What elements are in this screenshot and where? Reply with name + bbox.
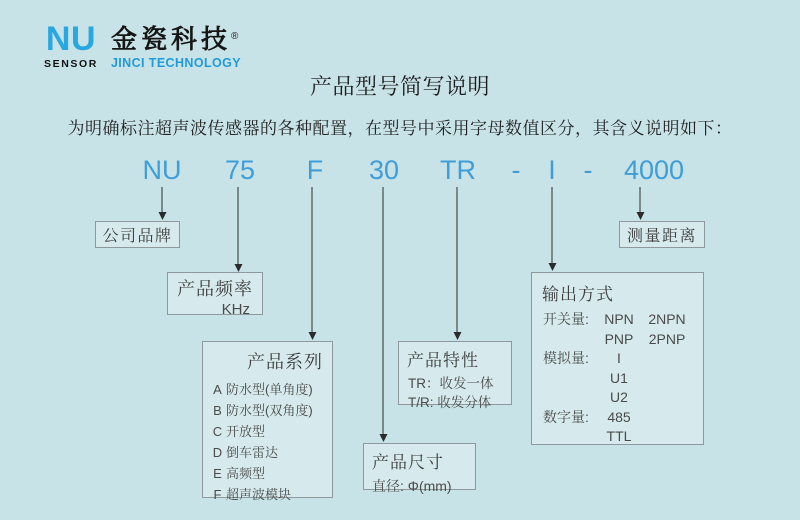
logo-name-block <box>111 25 241 70</box>
page-title: 产品型号简写说明 <box>309 74 490 99</box>
arrow-brand-head <box>158 212 166 220</box>
arrow-feature <box>453 187 462 340</box>
arrow-size <box>379 187 388 442</box>
series-item-label: 开放型 <box>226 424 266 439</box>
output-row <box>532 388 703 408</box>
output-row-value-2 <box>639 349 695 369</box>
output-row-value-1: U2 <box>610 389 628 405</box>
arrow-size-head <box>379 434 387 442</box>
series-item-label: 超声波模块 <box>226 487 292 502</box>
logo-cn-text: 金瓷科技 <box>110 24 231 54</box>
series-item-label: 高频型 <box>226 466 266 481</box>
brand-box-title: 公司品牌 <box>102 228 173 245</box>
brand-box <box>95 221 180 248</box>
arrow-distance-head <box>636 212 644 220</box>
series-item-label: 防水型(单角度) <box>226 382 313 397</box>
series-item <box>203 400 332 421</box>
output-row-label: 开关量: <box>543 311 589 327</box>
series-item-code: B <box>213 403 222 418</box>
feature-item-list <box>399 374 511 412</box>
series-item-label: 防水型(双角度) <box>226 403 313 418</box>
series-item-code: C <box>212 424 223 439</box>
distance-box-title: 测量距离 <box>626 228 697 245</box>
arrow-frequency-line <box>238 187 239 265</box>
code-token-brand: NU <box>142 155 182 185</box>
frequency-unit: KHz <box>221 301 250 318</box>
distance-box <box>619 221 705 248</box>
output-row-list <box>532 310 703 447</box>
page-subtitle: 为明确标注超声波传感器的各种配置，在型号中采用字母数值区分，其含义说明如下： <box>67 119 733 138</box>
series-item <box>203 421 332 442</box>
series-item <box>203 379 332 400</box>
series-item <box>203 463 332 484</box>
output-row-label <box>543 427 599 447</box>
feature-box-title: 产品特性 <box>407 351 479 370</box>
output-row-label: 模拟量: <box>543 350 589 366</box>
output-row-value-1: PNP <box>604 330 634 347</box>
code-token-feature: TR <box>440 155 476 185</box>
output-row-value-2 <box>639 408 695 428</box>
output-row-label <box>543 388 599 408</box>
output-row <box>532 349 703 369</box>
output-row-value-1: NPN <box>604 311 634 327</box>
feature-item: T/R: 收发分体 <box>408 395 492 410</box>
logo-nu-block <box>44 20 98 70</box>
logo-nu-mark: NU <box>45 20 97 58</box>
output-box <box>531 272 704 445</box>
series-item-code: E <box>213 466 222 481</box>
code-token-frequency: 75 <box>224 155 256 185</box>
arrow-series <box>308 187 317 340</box>
arrow-series-line <box>312 187 313 333</box>
arrow-output-line <box>552 187 553 264</box>
size-box-detail: 直径: Φ(mm) <box>372 478 452 494</box>
arrow-distance <box>636 187 645 220</box>
logo-sensor-text: SENSOR <box>44 57 98 70</box>
logo-en-name: JINCI TECHNOLOGY <box>110 55 241 70</box>
output-row-value-1: TTL <box>606 428 632 444</box>
arrow-brand-line <box>162 187 163 213</box>
size-box-title: 产品尺寸 <box>372 453 444 472</box>
code-token-series: F <box>306 155 324 185</box>
output-row-label <box>543 330 599 350</box>
output-row <box>532 369 703 389</box>
series-item-label: 倒车雷达 <box>226 445 279 460</box>
arrow-distance-line <box>640 187 641 213</box>
arrow-output <box>548 187 557 271</box>
output-row-value-2 <box>639 369 695 389</box>
series-item-code: A <box>213 382 222 397</box>
series-item <box>203 442 332 463</box>
arrow-output-head <box>548 263 556 271</box>
output-row-value-2: 2NPN <box>648 311 686 327</box>
code-token-size: 30 <box>368 155 400 185</box>
frequency-box <box>167 272 263 318</box>
output-row-value-2: 2PNP <box>648 330 686 347</box>
arrow-size-line <box>383 187 384 435</box>
output-row <box>532 310 703 330</box>
code-token-distance: 4000 <box>623 155 685 185</box>
series-item-code: F <box>213 487 222 502</box>
size-box <box>363 443 476 494</box>
logo-cn-name <box>111 25 241 55</box>
arrow-frequency-head <box>234 264 242 272</box>
series-box-title: 产品系列 <box>247 352 323 372</box>
feature-item: TR：收发一体 <box>408 376 494 391</box>
series-box <box>202 341 333 502</box>
output-row-value-1: I <box>617 350 621 366</box>
output-row-value-1: U1 <box>610 369 628 386</box>
output-row <box>532 427 703 447</box>
output-row <box>532 330 703 350</box>
arrow-frequency <box>234 187 243 272</box>
feature-box <box>398 341 512 410</box>
arrow-series-head <box>308 332 316 340</box>
frequency-box-title: 产品频率 <box>177 279 253 299</box>
code-token-dash-2: - <box>583 155 593 185</box>
arrow-brand <box>158 187 167 220</box>
arrow-feature-line <box>457 187 458 333</box>
company-logo <box>44 20 241 70</box>
code-token-output: I <box>548 155 556 185</box>
series-item-list <box>203 379 332 505</box>
output-row-label <box>543 369 599 389</box>
series-item <box>203 484 332 505</box>
arrow-feature-head <box>453 332 461 340</box>
code-token-dash-1: - <box>511 155 521 185</box>
output-row-value-1: 485 <box>607 408 631 425</box>
series-item-code: D <box>212 445 223 460</box>
output-row-value-2 <box>639 388 695 408</box>
registered-trademark-icon: ® <box>230 31 239 42</box>
output-box-title: 输出方式 <box>542 285 614 304</box>
output-row-value-2 <box>639 427 695 447</box>
output-row <box>532 408 703 428</box>
output-row-label: 数字量: <box>543 408 589 425</box>
